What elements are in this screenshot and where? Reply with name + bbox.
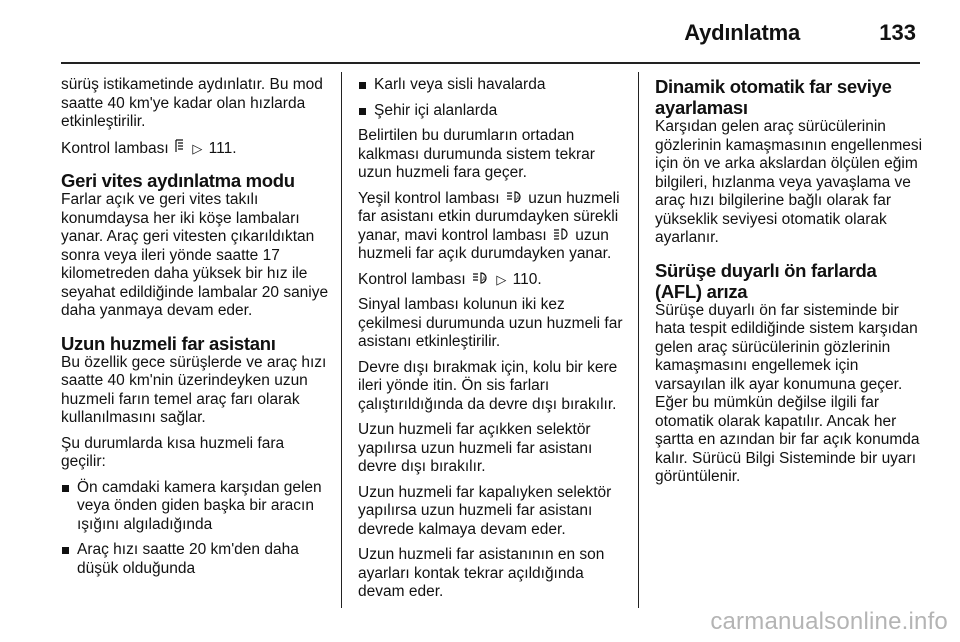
svg-text:A: A bbox=[482, 276, 487, 283]
list-item: Ön camdaki kamera karşıdan gelen veya önden giden başka bir aracın ışığını algıladığında bbox=[61, 479, 333, 535]
heading-afl-fault: Sürüşe duyarlı ön farlarda (AFL) arıza bbox=[655, 259, 877, 302]
paragraph: Sürüşe duyarlı ön far sisteminde bir hata tespit edildiğinde sistem karşıdan gelen araç sürücülerinin gözlerinin kamaşmasını engellemek için varsayılan ilk ayar konumuna geçer. Eğer bu mümkün değilse ilgili far otomatik olarak kapatılır. Ancak her şartta en azından bir far açık konumda kalır. Sürücü Bilgi Sisteminde bir uyarı görüntülenir. bbox=[655, 301, 920, 485]
column-2 bbox=[358, 76, 630, 609]
list-item: Şehir içi alanlarda bbox=[358, 102, 630, 121]
svg-text:A: A bbox=[515, 195, 520, 202]
list-item: Araç hızı saatte 20 km'den daha düşük olduğunda bbox=[61, 541, 333, 578]
page-ref-arrow-icon: ▷ bbox=[192, 140, 203, 156]
high-beam-assist-icon bbox=[506, 190, 522, 209]
paragraph: Uzun huzmeli far asistanının en son ayarları kontak tekrar açıldığında devam eder. bbox=[358, 546, 605, 600]
paragraph-text: uzun huzmeli far açık durumdayken yanar. bbox=[358, 226, 612, 262]
column-3 bbox=[655, 76, 927, 494]
paragraph: Uzun huzmeli far açıkken selektör yapılırsa uzun huzmeli far asistanı devre dışı bırakılır. bbox=[358, 421, 593, 475]
page-ref: 111. bbox=[208, 139, 237, 157]
paragraph: Karşıdan gelen araç sürücülerinin gözlerinin kamaşmasının engellenmesi için ön ve arka akslardan ölçülen eğim bilgileri, hızlanma veya yavaşlama ve araç hızı bilgilerine bağlı olarak far yükseklik seviyesi otomatik olarak ayarlanır. bbox=[655, 118, 923, 246]
paragraph-text: Yeşil kontrol lambası bbox=[358, 189, 500, 207]
paragraph: Farlar açık ve geri vites takılı konumdaysa her iki köşe lambaları yanar. Araç geri vitesten çıkarıldıktan sonra veya ileri yönde saatte 17 kilometreden daha yüksek bir hız ile seyahat edildiğinde lambalar 20 saniye daha yanmaya devam eder. bbox=[61, 191, 329, 319]
paragraph-text: Kontrol lambası bbox=[358, 270, 466, 288]
page-ref: 110. bbox=[512, 270, 542, 288]
paragraph: Şu durumlarda kısa huzmeli fara geçilir: bbox=[61, 434, 285, 470]
paragraph: Uzun huzmeli far kapalıyken selektör yapılırsa uzun huzmeli far asistanı devrede kalmaya devam eder. bbox=[358, 483, 612, 538]
high-beam-assist-icon bbox=[472, 271, 488, 290]
paragraph: Bu özellik gece sürüşlerde ve araç hızı saatte 40 km'nin üzerindeyken uzun huzmeli farın temel araç farı olarak kullanılmasını sağlar. bbox=[61, 353, 327, 426]
heading-high-beam-assist: Uzun huzmeli far asistanı bbox=[61, 332, 276, 354]
page-number: 133 bbox=[879, 20, 916, 45]
heading-reverse-lighting: Geri vites aydınlatma modu bbox=[61, 170, 295, 191]
high-beam-icon bbox=[553, 227, 569, 246]
paragraph: sürüş istikametinde aydınlatır. Bu mod saatte 40 km'ye kadar olan hızlarda etkinleştirilir. bbox=[61, 76, 323, 130]
section-title: Aydınlatma bbox=[684, 20, 800, 45]
column-1 bbox=[61, 76, 333, 585]
list-item: Karlı veya sisli havalarda bbox=[358, 76, 630, 95]
page-ref-arrow-icon: ▷ bbox=[496, 271, 507, 287]
paragraph-control-lamps bbox=[358, 190, 630, 264]
paragraph-control-lamp-ref bbox=[61, 139, 333, 159]
paragraph-control-lamp-ref bbox=[358, 271, 630, 290]
paragraph: Devre dışı bırakmak için, kolu bir kere ileri yönde itin. Ön sis farları çalıştırıldığında da devre dışı bırakılır. bbox=[358, 358, 618, 413]
column-divider bbox=[638, 72, 639, 608]
paragraph-text: uzun huzmeli far asistanı etkin durumdayken sürekli yanar, mavi kontrol lambası bbox=[358, 189, 620, 244]
page-header bbox=[61, 16, 920, 64]
column-divider bbox=[341, 72, 342, 608]
cornering-light-icon bbox=[175, 139, 184, 159]
watermark: carmanualsonline.info bbox=[710, 608, 948, 635]
paragraph-text: Kontrol lambası bbox=[61, 139, 169, 157]
paragraph: Sinyal lambası kolunun iki kez çekilmesi durumunda uzun huzmeli far asistanı etkinleştirilir. bbox=[358, 296, 623, 350]
heading-dynamic-headlight-leveling: Dinamik otomatik far seviye ayarlaması bbox=[655, 76, 892, 118]
paragraph: Belirtilen bu durumların ortadan kalkması durumunda sistem tekrar uzun huzmeli fara geçer. bbox=[358, 127, 595, 181]
